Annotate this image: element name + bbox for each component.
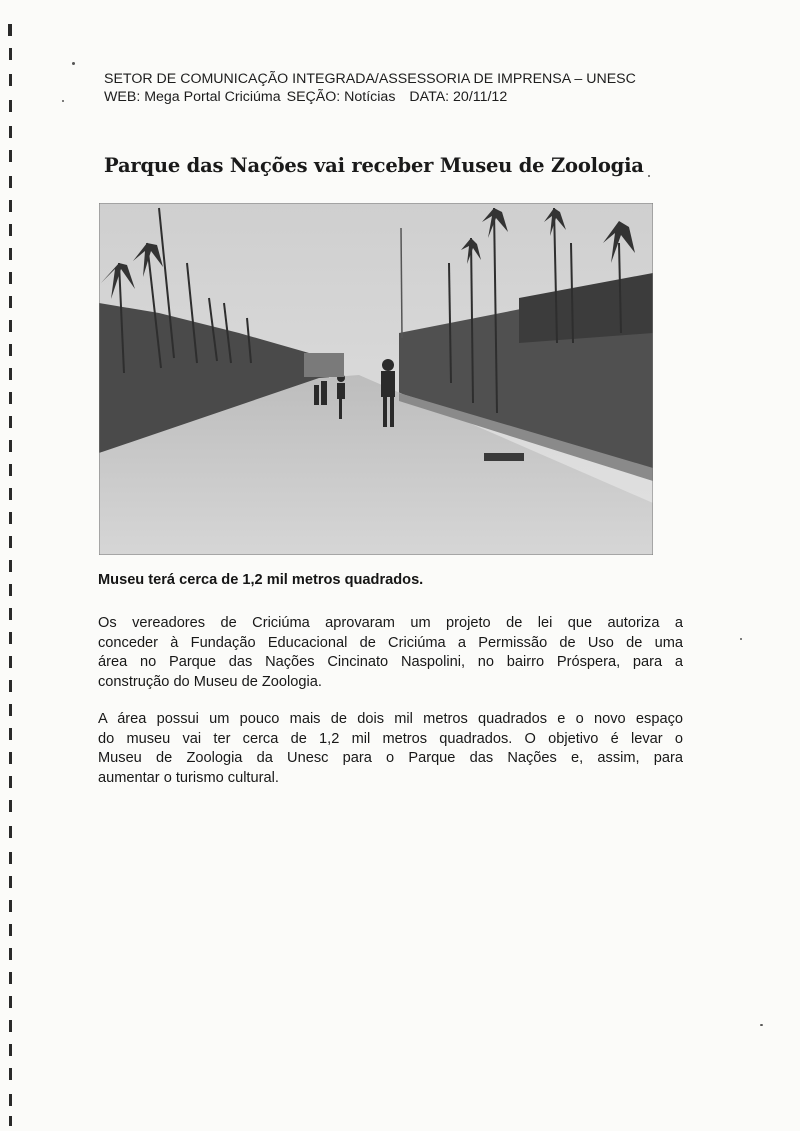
scan-speck	[72, 62, 75, 65]
header-web: WEB: Mega Portal Criciúma	[104, 89, 281, 105]
paragraph-1-line-2: conceder à Fundação Educacional de Criciúma a Permissão de Uso de uma	[98, 634, 683, 651]
article-photo	[99, 203, 653, 555]
paragraph-1	[98, 614, 683, 692]
scan-speck	[648, 175, 650, 177]
paragraph-2-line-1: A área possui um pouco mais de dois mil metros quadrados e o novo espaço	[98, 711, 683, 727]
paragraph-1-line-1: Os vereadores de Criciúma aprovaram um projeto de lei que autoriza a	[98, 615, 683, 631]
paragraph-1-line-4: construção do Museu de Zoologia.	[98, 673, 322, 690]
paragraph-2-line-4: aumentar o turismo cultural.	[98, 769, 279, 786]
scan-speck	[740, 638, 742, 640]
header-office-line: SETOR DE COMUNICAÇÃO INTEGRADA/ASSESSORIA DE IMPRENSA – UNESC	[104, 71, 636, 87]
header-date: DATA: 20/11/12	[409, 89, 508, 105]
scan-speck	[62, 100, 64, 102]
scan-speck	[760, 1024, 763, 1026]
press-header	[104, 70, 636, 106]
paragraph-1-line-3: área no Parque das Nações Cincinato Naspolini, no bairro Próspera, para a	[98, 654, 683, 670]
binding-marks	[0, 0, 34, 1131]
photo-caption: Museu terá cerca de 1,2 mil metros quadrados.	[98, 572, 424, 588]
article-title: Parque das Nações vai receber Museu de Zoologia	[104, 154, 644, 177]
header-meta-line	[104, 88, 636, 106]
header-section: SEÇÃO: Notícias	[286, 89, 396, 105]
paragraph-2	[98, 710, 683, 788]
paragraph-2-line-3: Museu de Zoologia da Unesc para o Parque das Nações e, assim, para	[98, 750, 683, 766]
paragraph-2-line-2: do museu vai ter cerca de 1,2 mil metros quadrados. O objetivo é levar o	[98, 730, 683, 747]
